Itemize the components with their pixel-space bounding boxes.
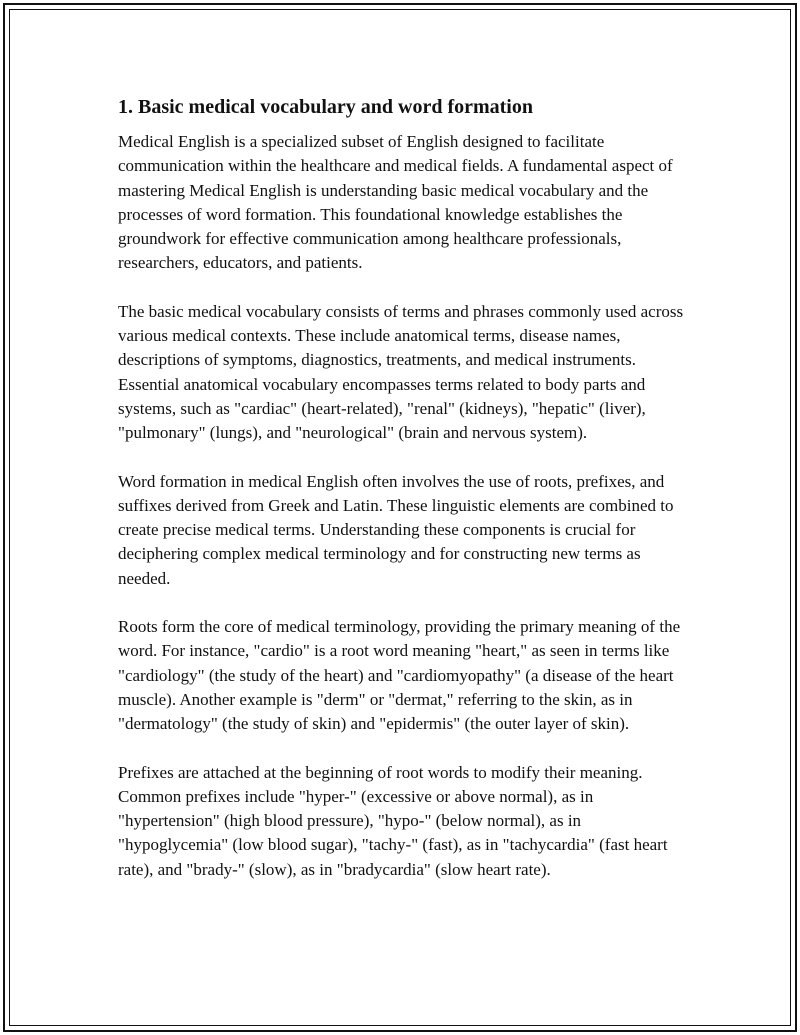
paragraph-prefixes: Prefixes are attached at the beginning of root words to modify their meaning. Common prefixes include "hyper-" (excessive or above normal), as in "hypertension" (high blood pressure), "hypo-" (below normal), as in "hypoglycemia" (low blood sugar), "tachy-" (fast), as in "tachycardia" (fast heart rate), and "brady-" (slow), as in "bradycardia" (slow heart rate). [118, 762, 668, 879]
document-body [118, 94, 690, 906]
paragraph-word-formation: Word formation in medical English often involves the use of roots, prefixes, and suffixes derived from Greek and Latin. These linguistic elements are combined to create precise medical terms. Understanding these components is crucial for deciphering complex medical terminology and for constructing new terms as needed. [118, 471, 674, 588]
paragraph-roots: Roots form the core of medical terminology, providing the primary meaning of the word. For instance, "cardio" is a root word meaning "heart," as seen in terms like "cardiology" (the study of the heart) and "cardiomyopathy" (a disease of the heart muscle). Another example is "derm" or "dermat," referring to the skin, as in "dermatology" (the study of skin) and "epidermis" (the outer layer of skin). [118, 617, 681, 734]
paragraph-basic-vocabulary: The basic medical vocabulary consists of terms and phrases commonly used across various medical contexts. These include anatomical terms, disease names, descriptions of symptoms, diagnostics, treatments, and medical instruments. Essential anatomical vocabulary encompasses terms related to body parts and systems, such as "cardiac" (heart-related), "renal" (kidneys), "hepatic" (liver), "pulmonary" (lungs), and "neurological" (brain and nervous system). [118, 301, 684, 443]
section-heading: 1. Basic medical vocabulary and word formation [118, 96, 533, 118]
paragraph-intro: Medical English is a specialized subset of English designed to facilitate communication within the healthcare and medical fields. A fundamental aspect of mastering Medical English is understanding basic medical vocabulary and the processes of word formation. This foundational knowledge establishes the groundwork for effective communication among healthcare professionals, researchers, educators, and patients. [118, 132, 673, 273]
